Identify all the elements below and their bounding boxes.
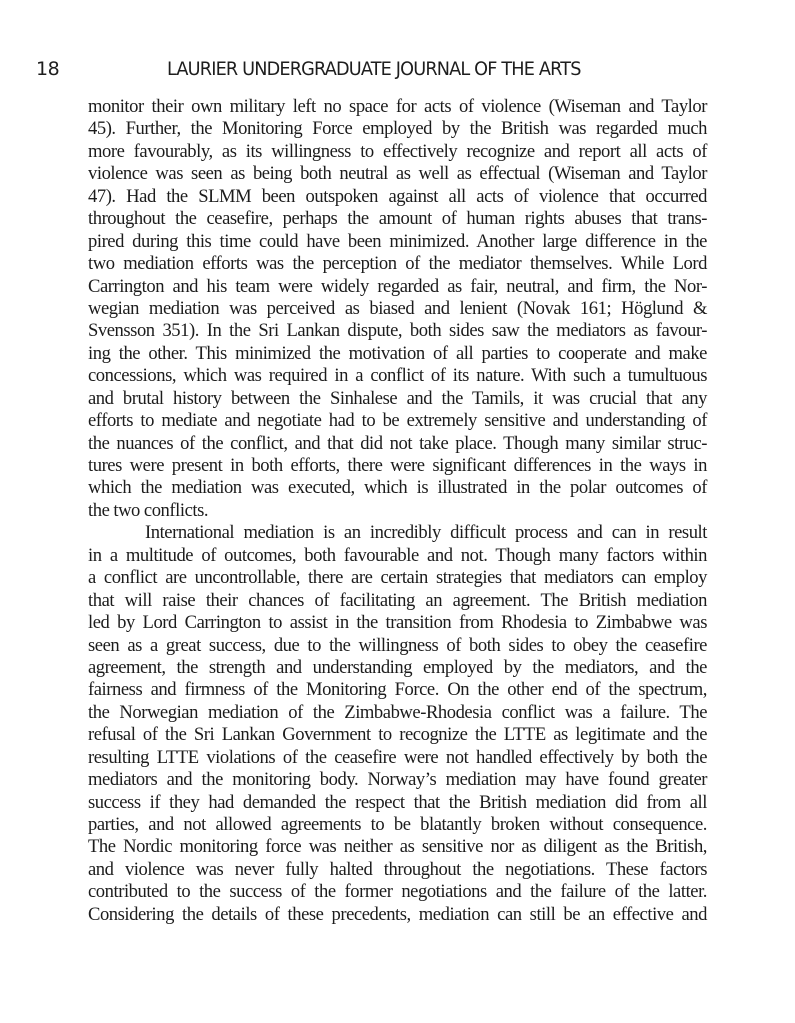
text-line [88, 769, 707, 791]
text-line [88, 343, 707, 365]
text-line [88, 410, 707, 432]
text-line [88, 298, 707, 320]
line-text: the Norwegian mediation of the Zimbabwe-Rhodesia conflict was a failure. The [88, 701, 707, 723]
text-line [88, 724, 707, 746]
line-text: and brutal history between the Sinhalese and the Tamils, it was crucial that any [88, 387, 707, 409]
line-text: which the mediation was executed, which is illustrated in the polar outcomes of [88, 477, 707, 499]
text-line [88, 141, 707, 163]
line-text: agreement, the strength and understanding employed by the mediators, and the [88, 656, 707, 678]
line-text: Svensson 351). In the Sri Lankan dispute, both sides saw the mediators as favour- [88, 320, 707, 342]
paragraph [88, 522, 707, 926]
line-text: concessions, which was required in a conflict of its nature. With such a tumultuous [88, 365, 707, 387]
line-text: the nuances of the conflict, and that did not take place. Though many similar struc- [88, 432, 707, 454]
line-text: more favourably, as its willingness to effectively recognize and report all acts of [88, 140, 707, 162]
text-line [88, 792, 707, 814]
line-text: fairness and firmness of the Monitoring Force. On the other end of the spectrum, [88, 679, 707, 701]
line-text: and violence was never fully halted throughout the negotiations. These factors [88, 858, 707, 880]
text-line [88, 567, 707, 589]
line-text: in a multitude of outcomes, both favourable and not. Though many factors within [88, 544, 707, 566]
text-line [88, 118, 707, 140]
text-line [88, 590, 707, 612]
text-line [88, 365, 707, 387]
text-line [88, 320, 707, 342]
text-line [88, 163, 707, 185]
text-line [88, 836, 707, 858]
text-line [88, 679, 707, 701]
line-text: violence was seen as being both neutral as well as effectual (Wiseman and Taylor [88, 163, 707, 185]
line-text: monitor their own military left no space for acts of violence (Wiseman and Taylor [88, 96, 707, 117]
text-line [88, 657, 707, 679]
line-text: 45). Further, the Monitoring Force employed by the British was regarded much [88, 118, 707, 140]
text-line [88, 208, 707, 230]
text-line [88, 276, 707, 298]
line-text: that will raise their chances of facilitating an agreement. The British mediation [88, 589, 707, 611]
text-line [88, 747, 707, 769]
line-text: Carrington and his team were widely regarded as fair, neutral, and firm, the Nor- [88, 275, 707, 297]
line-text: mediators and the monitoring body. Norway’s mediation may have found greater [88, 769, 707, 791]
line-text: refusal of the Sri Lankan Government to recognize the LTTE as legitimate and the [88, 724, 707, 746]
text-line [88, 186, 707, 208]
paragraph [88, 96, 707, 522]
line-text: International mediation is an incredibly difficult process and can in result [145, 522, 707, 544]
line-text: contributed to the success of the former negotiations and the failure of the latter. [88, 881, 707, 903]
text-line [88, 522, 707, 544]
journal-title: LAURIER UNDERGRADUATE JOURNAL OF THE ARTS [167, 58, 581, 80]
line-text: ing the other. This minimized the motivation of all parties to cooperate and make [88, 342, 707, 364]
text-line [88, 388, 707, 410]
line-text: two mediation efforts was the perception of the mediator themselves. While Lord [88, 253, 707, 275]
text-line [88, 433, 707, 455]
text-line [88, 904, 707, 926]
text-line [88, 612, 707, 634]
page-number: 18 [36, 58, 60, 80]
text-line [88, 859, 707, 881]
line-text: 47). Had the SLMM been outspoken against all acts of violence that occurred [88, 185, 707, 207]
line-text: tures were present in both efforts, there were significant differences in the ways in [88, 455, 707, 476]
line-text: efforts to mediate and negotiate had to be extremely sensitive and understanding of [88, 410, 707, 432]
line-text: led by Lord Carrington to assist in the transition from Rhodesia to Zimbabwe was [88, 612, 707, 634]
text-line [88, 455, 707, 477]
text-line [88, 814, 707, 836]
body-text [88, 96, 707, 926]
running-header [0, 58, 795, 84]
text-line [88, 702, 707, 724]
line-text: seen as a great success, due to the willingness of both sides to obey the ceasefire [88, 634, 707, 656]
line-text: the two conflicts. [88, 499, 209, 521]
line-text: The Nordic monitoring force was neither as sensitive nor as diligent as the British, [88, 836, 707, 858]
line-text: pired during this time could have been minimized. Another large difference in the [88, 230, 707, 252]
line-text: throughout the ceasefire, perhaps the amount of human rights abuses that trans- [88, 208, 707, 230]
line-text: wegian mediation was perceived as biased and lenient (Novak 161; Höglund & [88, 297, 707, 319]
text-line [88, 545, 707, 567]
text-line [88, 881, 707, 903]
text-line [88, 635, 707, 657]
line-text: parties, and not allowed agreements to be blatantly broken without consequence. [88, 814, 707, 835]
line-text: success if they had demanded the respect that the British mediation did from all [88, 791, 707, 813]
line-text: Considering the details of these precedents, mediation can still be an effective and [88, 903, 707, 925]
line-text: resulting LTTE violations of the ceasefire were not handled effectively by both the [88, 746, 707, 768]
text-line [88, 231, 707, 253]
line-text: a conflict are uncontrollable, there are certain strategies that mediators can employ [88, 567, 707, 589]
text-line [88, 500, 707, 522]
text-line [88, 96, 707, 118]
text-line [88, 253, 707, 275]
text-line [88, 477, 707, 499]
